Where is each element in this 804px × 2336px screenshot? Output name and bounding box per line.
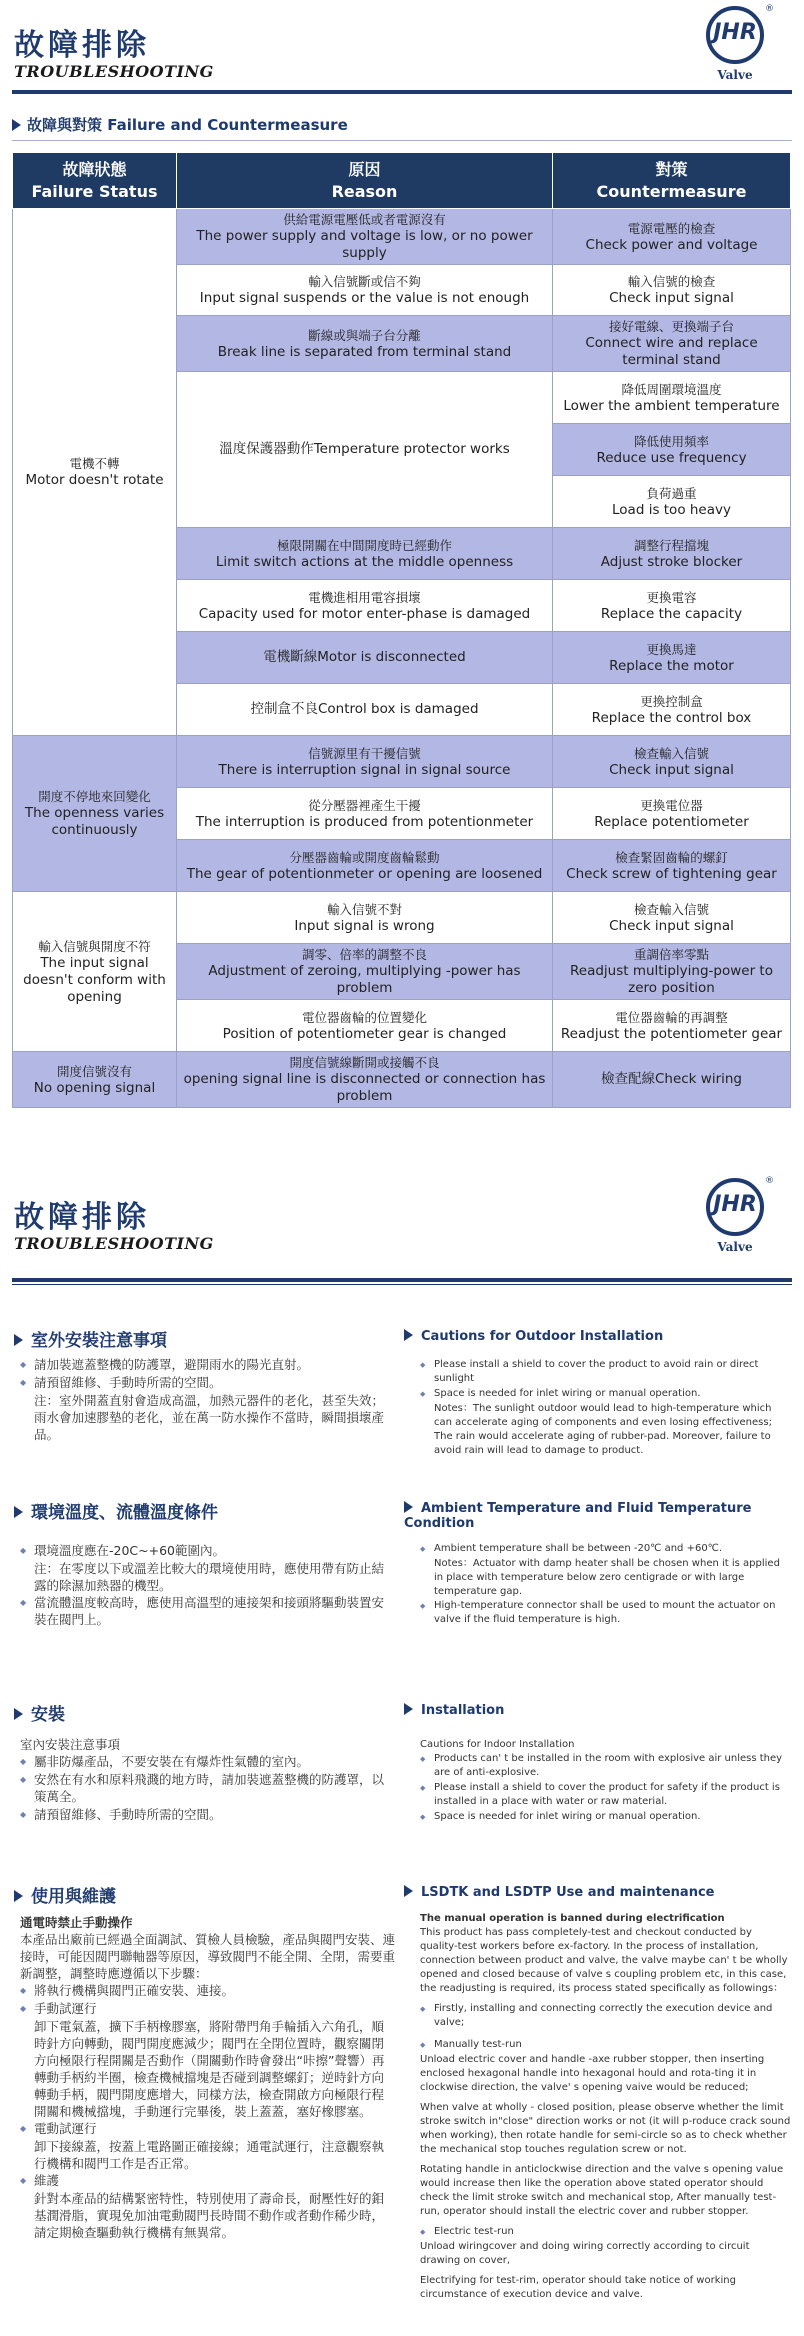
counter-cell: 重調倍率零點 Readjust multiplying-power to zero position (553, 944, 791, 1000)
logo-text: JHR (713, 20, 757, 45)
reason-cell: 電機斷線Motor is disconnected (177, 632, 553, 684)
status-cell: 開度不停地來回變化 The openness varies continuously (13, 736, 177, 892)
ambient-en-note: Notes：Actuator with damp heater shall be chosen when it is applied in place with temperature below zero centigrade or with large temperature gap. (434, 1558, 780, 1597)
use-en-manual-text-3: Rotating handle in anticlockwise direction and the valve s opening value would increase then like the operation above stated operator should check the limit stroke switch and mechanical stop, After manually test-run, operator should install the electric cover and rubber stopper. (420, 2164, 784, 2217)
table-row (13, 209, 791, 265)
outdoor-title-zh: 室外安裝注意事項 (14, 1326, 167, 1351)
logo-registered-mark: ® (765, 4, 774, 14)
counter-cell: 輸入信號的檢查 Check input signal (553, 265, 791, 316)
use-zh-maint-text: 針對本產品的結構緊密特性，特別使用了壽命長，耐壓性好的鉬基潤滑脂，實現免加油電動閥門長時間不動作或者動作稀少時，請定期檢查驅動執行機構有無異常。 (34, 2191, 385, 2240)
triangle-bullet-icon (12, 119, 21, 131)
list-item: ◆ Manually test-run (420, 2038, 792, 2052)
logo-registered-mark: ® (765, 1176, 774, 1186)
list-item: ◆ Products can' t be installed in the room with explosive air unless they are of anti-explosive. (420, 1752, 790, 1780)
ambient-zh-note: 注：在零度以下或溫差比較大的環境使用時，應使用帶有防止結露的除濕加熱器的機型。 (34, 1561, 385, 1593)
list-item: ◆ 將執行機構與閥門正確安裝、連接。 (20, 1982, 396, 1999)
page-header (0, 0, 804, 90)
reason-cell: 斷線或與端子台分離 Break line is separated from terminal stand (177, 316, 553, 372)
page-2 (0, 1150, 804, 2336)
counter-cell: 電位器齒輪的再調整 Readjust the potentiometer gear (553, 1000, 791, 1052)
ambient-zh-block (20, 1542, 390, 1629)
list-item: ◆ Please install a shield to cover the product to avoid rain or direct sunlight (420, 1358, 790, 1386)
use-zh-electric-text: 卸下接線蓋，按蓋上電路圖正確接線；通電試運行，注意觀察執行機構和閥門工作是否正常。 (34, 2139, 385, 2171)
header-title-zh: 故障排除 (14, 1200, 150, 1235)
header-countermeasure: 對策 Countermeasure (553, 153, 791, 209)
use-en-electric-text-2: Electrifying for test-rim, operator should take notice of working circumstance of execution device and valve. (420, 2275, 736, 2300)
outdoor-title-en: Cautions for Outdoor Installation (404, 1329, 663, 1344)
header-rule (12, 90, 792, 94)
list-item: ◆ 安然在有水和原料飛濺的地方時，請加裝遮蓋整機的防護罩，以策萬全。 (20, 1771, 390, 1805)
reason-cell: 溫度保護器動作Temperature protector works (177, 372, 553, 528)
counter-cell: 調整行程擋塊 Adjust stroke blocker (553, 528, 791, 580)
failure-table (12, 152, 791, 1108)
triangle-bullet-icon (14, 1890, 23, 1902)
ambient-title-en: Ambient Temperature and Fluid Temperature Condition (404, 1501, 752, 1531)
header-status: 故障狀態 Failure Status (13, 153, 177, 209)
list-item: ◆ Electric test-run (420, 2225, 792, 2239)
counter-cell: 降低周圍環境溫度 Lower the ambient temperature (553, 372, 791, 424)
logo-text: JHR (713, 1192, 757, 1217)
outdoor-en-block (420, 1358, 790, 1458)
list-item: ◆ Ambient temperature shall be between -20℃ and +60℃. (420, 1542, 790, 1556)
counter-cell: 更換馬達 Replace the motor (553, 632, 791, 684)
use-en-block (420, 1912, 792, 2302)
section-title: 故障與對策 Failure and Countermeasure (12, 114, 348, 135)
counter-cell: 檢查緊固齒輪的螺釘 Check screw of tightening gear (553, 840, 791, 892)
reason-cell: 開度信號線斷開或接觸不良 opening signal line is disconnected or connection has problem (177, 1052, 553, 1108)
counter-cell: 檢查輸入信號 Check input signal (553, 892, 791, 944)
list-item: ◆ 請預留維修、手動時所需的空間。 (20, 1374, 390, 1391)
ambient-en-block (420, 1542, 790, 1628)
counter-cell: 檢查配線Check wiring (553, 1052, 791, 1108)
section-divider (12, 140, 792, 141)
header-title-en: TROUBLESHOOTING (14, 62, 214, 81)
install-en-sub: Cautions for Indoor Installation (420, 1739, 575, 1750)
list-item: ◆ 環境溫度應在-20C~+60範圍內。 (20, 1542, 390, 1559)
outdoor-zh-note: 注：室外開蓋直射會造成高溫，加熱元器件的老化，甚至失效；雨水會加速膠墊的老化，並在萬一防水操作不當時，瞬間損壞產品。 (34, 1393, 385, 1442)
table-row (13, 736, 791, 788)
list-item: ◆ 請加裝遮蓋整機的防護罩，避開雨水的陽光直射。 (20, 1356, 390, 1373)
triangle-bullet-icon (404, 1885, 413, 1897)
reason-cell: 極限開關在中間開度時已經動作 Limit switch actions at the middle openness (177, 528, 553, 580)
triangle-bullet-icon (14, 1708, 23, 1720)
triangle-bullet-icon (14, 1506, 23, 1518)
list-item: ◆ Please install a shield to cover the product for safety if the product is installed in a place with water or raw material. (420, 1781, 790, 1809)
install-title-en: Installation (404, 1703, 504, 1718)
header-title-en: TROUBLESHOOTING (14, 1234, 214, 1253)
list-item: ◆ 手動試運行 (20, 2000, 396, 2017)
install-zh-block (20, 1736, 390, 1824)
triangle-bullet-icon (14, 1334, 23, 1346)
header-rule (12, 1278, 792, 1282)
status-cell: 輸入信號與開度不符 The input signal doesn't conform with opening (13, 892, 177, 1052)
install-en-block (420, 1738, 790, 1825)
reason-cell: 信號源里有干擾信號 There is interruption signal in signal source (177, 736, 553, 788)
reason-cell: 調零、倍率的調整不良 Adjustment of zeroing, multiplying -power has problem (177, 944, 553, 1000)
header-title-zh: 故障排除 (14, 28, 150, 63)
counter-cell: 負荷過重 Load is too heavy (553, 476, 791, 528)
page-1 (0, 0, 804, 1150)
reason-cell: 供給電源電壓低或者電源沒有 The power supply and voltage is low, or no power supply (177, 209, 553, 265)
install-title-zh: 安裝 (14, 1700, 65, 1725)
header-rule-thin (12, 1284, 792, 1285)
counter-cell: 更換控制盒 Replace the control box (553, 684, 791, 736)
use-en-manual-text-2: When valve at wholly - closed position, please observe whether the limit stroke switch in"close" direction works or not (it will p-roduce crack sound when working), then rotate handle for semi-circle so as to check whether the mechanical stop touches regulation screw or not. (420, 2102, 791, 2155)
outdoor-en-note: Notes：The sunlight outdoor would lead to high-temperature which can accelerate aging of components and even losing effectiveness; The rain would accelerate aging of rubber-pad. Moreover, failure to avoid rain will lead to damage to product. (434, 1403, 772, 1456)
logo-subtext: Valve (717, 1240, 753, 1254)
table-row (13, 1052, 791, 1108)
counter-cell: 電源電壓的檢查 Check power and voltage (553, 209, 791, 265)
list-item: ◆ High-temperature connector shall be used to mount the actuator on valve if the fluid temperature is high. (420, 1599, 790, 1627)
counter-cell: 更換電容 Replace the capacity (553, 580, 791, 632)
list-item: ◆ 當流體溫度較高時，應使用高溫型的連接架和接頭將驅動裝置安裝在閥門上。 (20, 1594, 390, 1628)
reason-cell: 輸入信號斷或信不夠 Input signal suspends or the value is not enough (177, 265, 553, 316)
logo-subtext: Valve (717, 68, 753, 82)
list-item: ◆ 維護 (20, 2172, 396, 2189)
use-zh-manual-text: 卸下電氣蓋，擴下手柄橡膠塞，將附帶門角手輪插入六角孔，順時針方向轉動，閥門開度應減少；閥門在全閉位置時，觀察關閉方向極限行程開關是否動作（開關動作時會發出“咔擦”聲響）再轉動手柄約半圈，檢查機械擋塊是否碰到調整螺釘；逆時針方向轉動手柄，閥門開度應增大，同樣方法，檢查開啟方向極限行程開關和機械擋塊，手動運行完畢後，裝上蓋蓋，塞好橡膠塞。 (34, 2019, 385, 2119)
list-item: ◆ Space is needed for inlet wiring or manual operation. (420, 1810, 790, 1824)
use-zh-intro: 本產品出廠前已經過全面調試、質檢人員檢驗，產品與閥門安裝、連接時，可能因閥門聯軸器等原因，導致閥門不能全開、全閉，需要重新調整，調整時應遵循以下步驟： (20, 1932, 396, 1981)
use-title-en: LSDTK and LSDTP Use and maintenance (404, 1885, 714, 1900)
use-en-intro: This product has pass completely-test and checkout conducted by quality-test workers before ex-factory. In the process of installation, connection between product and valve, the valve maybe can' t be wholly opened and closed because of valve s coupling problem etc, in this case, the readjusting is required, its process stated specifically as followings： (420, 1927, 788, 1994)
table-row (13, 892, 791, 944)
install-zh-sub: 室內安裝注意事項 (20, 1737, 121, 1752)
jhr-logo (702, 1176, 774, 1258)
counter-cell: 接好電線、更換端子台 Connect wire and replace terminal stand (553, 316, 791, 372)
list-item: ◆ 屬非防爆產品，不要安裝在有爆炸性氣體的室內。 (20, 1753, 390, 1770)
counter-cell: 檢查輸入信號 Check input signal (553, 736, 791, 788)
reason-cell: 電機進相用電容損壞 Capacity used for motor enter-phase is damaged (177, 580, 553, 632)
use-title-zh: 使用與維護 (14, 1882, 116, 1907)
jhr-logo (702, 4, 774, 86)
list-item: ◆ 請預留維修、手動時所需的空間。 (20, 1806, 390, 1823)
reason-cell: 輸入信號不對 Input signal is wrong (177, 892, 553, 944)
counter-cell: 更換電位器 Replace potentiometer (553, 788, 791, 840)
table-header-row (13, 153, 791, 209)
reason-cell: 電位器齒輪的位置變化 Position of potentiometer gear is changed (177, 1000, 553, 1052)
counter-cell: 降低使用頻率 Reduce use frequency (553, 424, 791, 476)
status-cell: 開度信號沒有 No opening signal (13, 1052, 177, 1108)
ambient-title-zh: 環境溫度、流體溫度條件 (14, 1498, 218, 1523)
list-item: ◆ Firstly, installing and connecting correctly the execution device and valve; (420, 2002, 792, 2030)
status-cell: 電機不轉 Motor doesn't rotate (13, 209, 177, 736)
triangle-bullet-icon (404, 1329, 413, 1341)
use-en-electric-text: Unload wiringcover and doing wiring correctly according to circuit drawing on cover, (420, 2241, 750, 2266)
header-reason: 原因 Reason (177, 153, 553, 209)
page-header-2 (0, 1172, 804, 1262)
triangle-bullet-icon (404, 1501, 413, 1513)
use-zh-block (20, 1914, 396, 2241)
outdoor-zh-block (20, 1356, 390, 1443)
triangle-bullet-icon (404, 1703, 413, 1715)
use-zh-sub: 通電時禁止手動操作 (20, 1915, 133, 1930)
use-en-manual-text: Unload electric cover and handle -axe rubber stopper, then inserting enclosed hexagonal handle into hexagonal hould and rota-ting it in clockwise direction, the valve' s opening vaive would be reduced; (420, 2054, 765, 2093)
list-item: ◆ Space is needed for inlet wiring or manual operation. (420, 1387, 790, 1401)
list-item: ◆ 電動試運行 (20, 2120, 396, 2137)
use-en-sub: The manual operation is banned during electrification (420, 1913, 725, 1924)
reason-cell: 分壓器齒輪或開度齒輪鬆動 The gear of potentionmeter or opening are loosened (177, 840, 553, 892)
reason-cell: 控制盒不良Control box is damaged (177, 684, 553, 736)
reason-cell: 從分壓器裡產生干擾 The interruption is produced from potentionmeter (177, 788, 553, 840)
